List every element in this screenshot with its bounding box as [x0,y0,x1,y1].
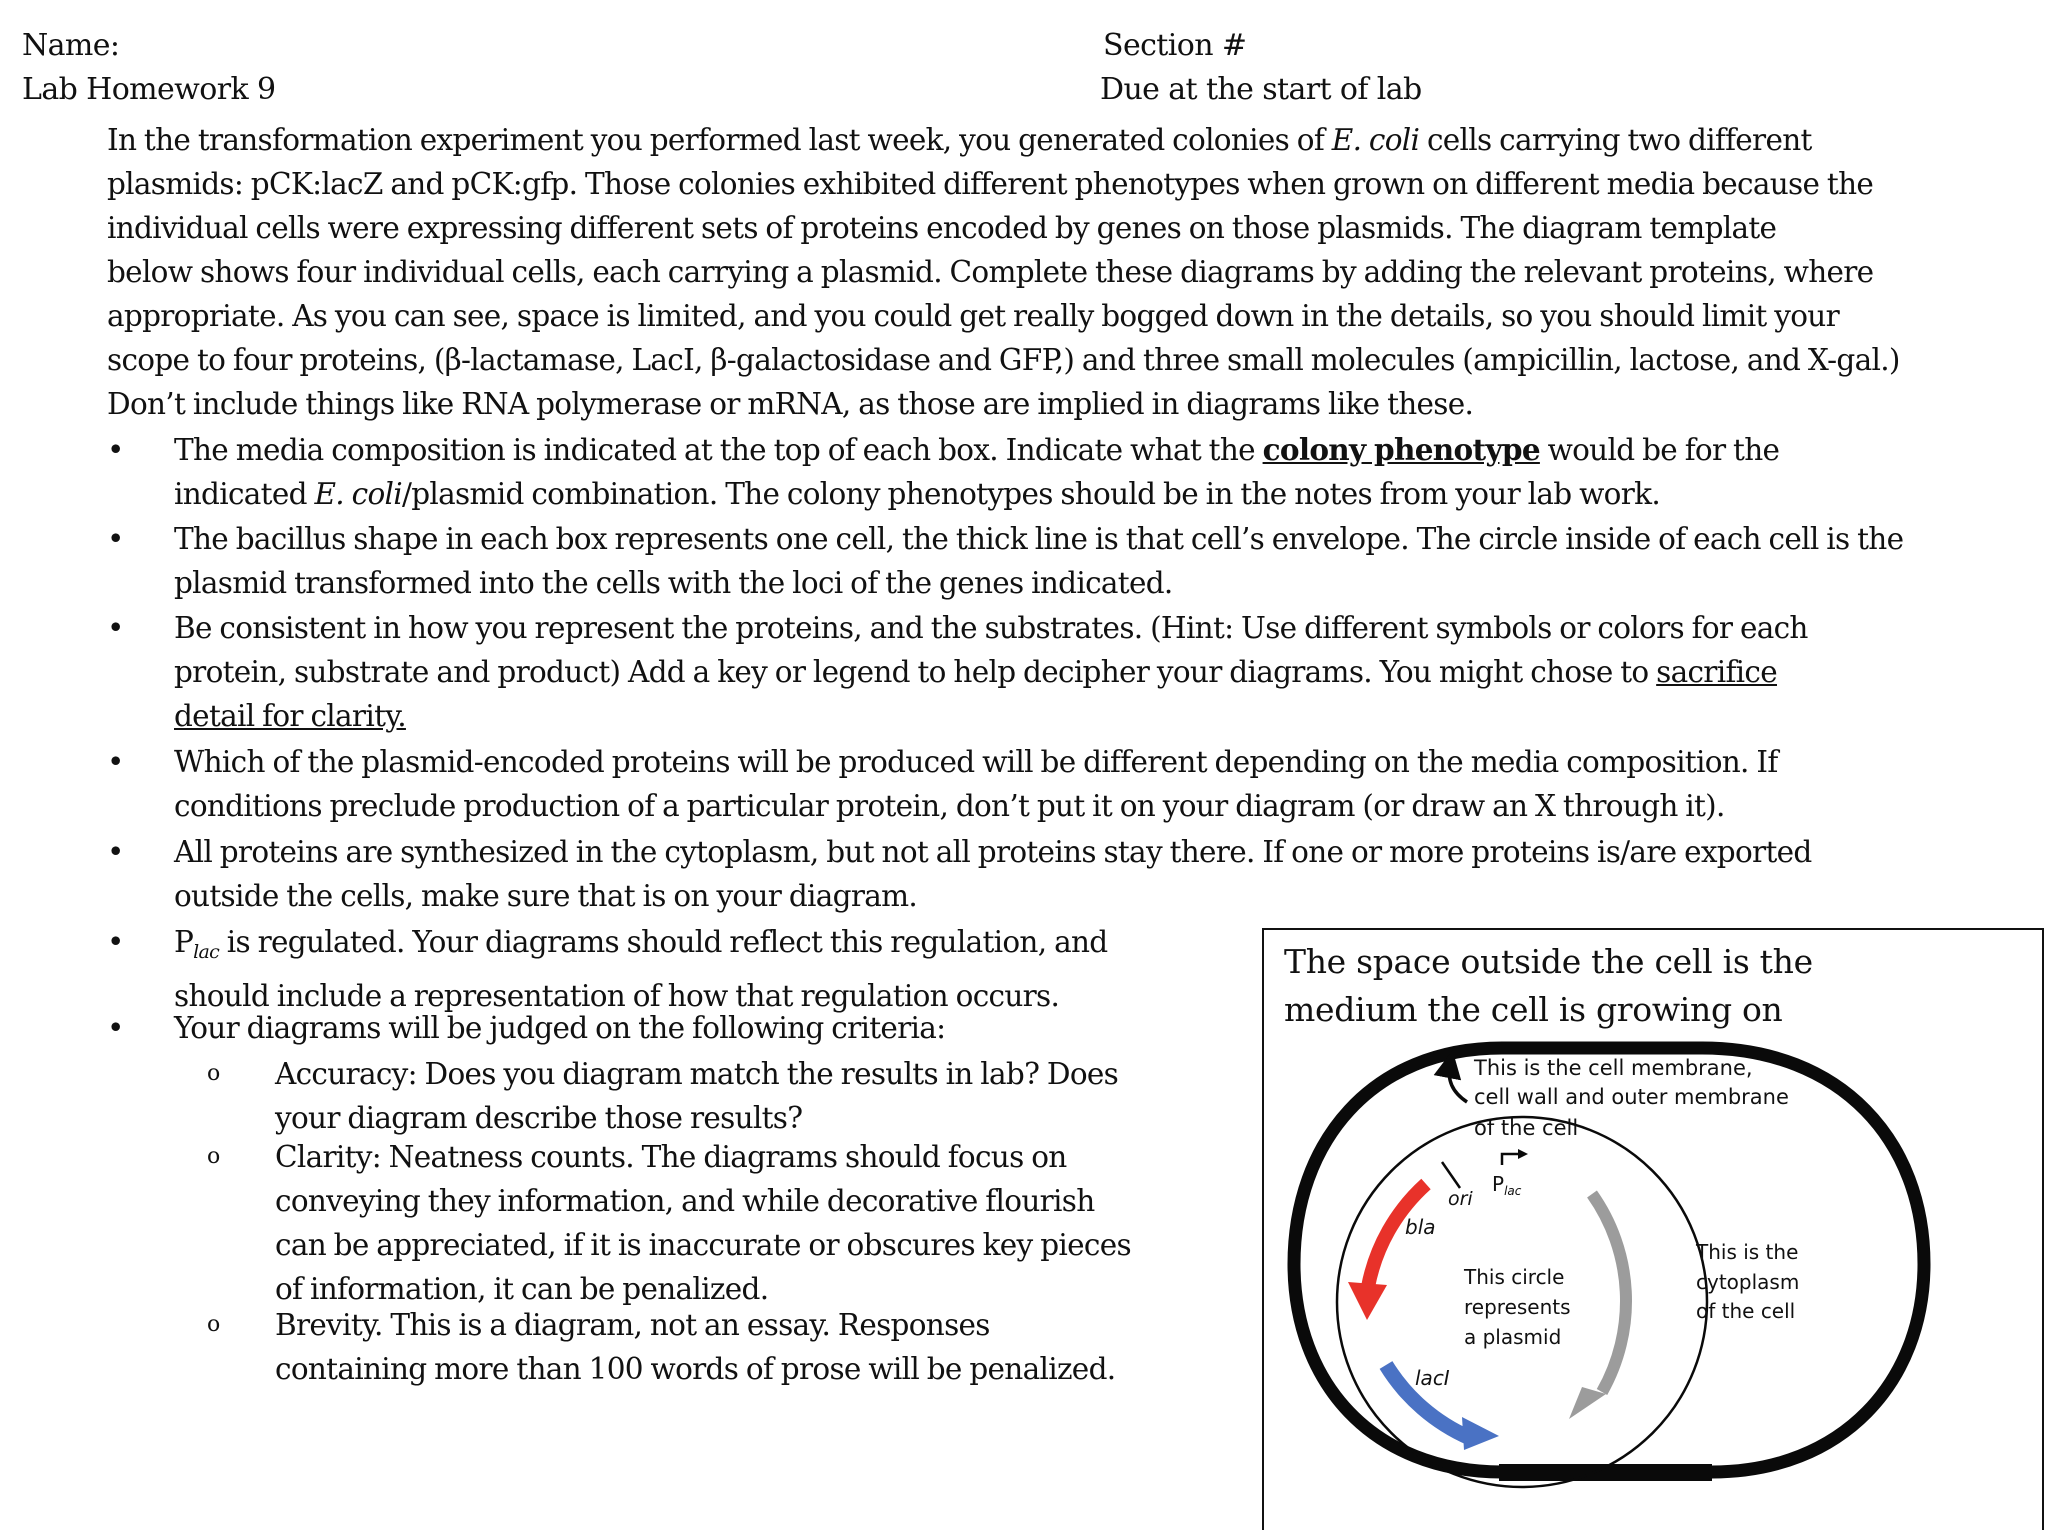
plac-promoter-icon [1502,1149,1528,1165]
gray-gene-arrow [1569,1194,1626,1419]
circle-bullet-icon: o [207,1312,220,1337]
criteria-line: your diagram describe those results? [275,1101,803,1135]
criteria-line: containing more than 100 words of prose will be penalized. [275,1352,1116,1386]
bullet-icon: • [107,611,124,645]
cell-diagram [1264,930,2042,1530]
intro-line: appropriate. As you can see, space is limited, and you could get really bogged down in the details, so you should limit your [107,299,1839,333]
subscript: lac [193,941,220,963]
bullet-line: Your diagrams will be judged on the following criteria: [174,1011,946,1045]
name-label: Name: [22,28,120,63]
criteria-line: Accuracy: Does you diagram match the results in lab? Does [275,1057,1119,1091]
bullet-line: The bacillus shape in each box represents one cell, the thick line is that cell’s envelope. The circle inside of each cell is the [174,522,1904,556]
bullet-line: conditions preclude production of a particular protein, don’t put it on your diagram (or draw an X through it). [174,789,1725,823]
bullet-line: $P_{lac}$ is regulated. Your diagrams should reflect this regulation, and [174,925,1108,963]
underlined-text: sacrifice [1656,655,1777,689]
intro-line: Don’t include things like RNA polymerase or mRNA, as those are implied in diagrams like these. [107,387,1474,421]
intro-paragraph [107,118,2007,426]
criteria-line: Brevity. This is a diagram, not an essay. Responses [275,1308,990,1342]
ori-label: ori [1448,1188,1473,1210]
bullet-icon: • [107,835,124,869]
bullet-line: indicated E. coli/plasmid combination. The colony phenotypes should be in the notes from your lab work. [174,477,1661,511]
intro-line: scope to four proteins, (β-lactamase, LacI, β-galactosidase and GFP,) and three small molecules (ampicillin, lactose, and X-gal.) [107,343,1900,377]
italic-term: E. coli [314,477,402,511]
italic-term: E. coli [1331,123,1420,157]
bullet-line: plasmid transformed into the cells with the loci of the genes indicated. [174,566,1173,600]
bla-gene-arrow [1348,1184,1426,1320]
bullet-icon: • [107,925,124,959]
envelope-pointer-arrow [1449,1064,1467,1102]
bullet-line: Which of the plasmid-encoded proteins will be produced will be different depending on the media composition. If [174,745,1778,779]
underlined-text: detail for clarity. [174,699,406,733]
intro-line: individual cells were expressing different sets of proteins encoded by genes on those plasmids. The diagram template [107,211,1777,245]
bullet-line: should include a representation of how that regulation occurs. [174,979,1060,1013]
criteria-line: of information, it can be penalized. [275,1272,769,1306]
plasmid-label: This circle represents a plasmid [1464,1265,1571,1349]
bullet-icon: • [107,745,124,779]
cell-envelope [1294,1048,1924,1481]
ori-marker [1442,1162,1460,1188]
bla-label: bla [1405,1215,1436,1239]
criteria-text [275,1052,1118,1140]
bullet-line: All proteins are synthesized in the cytoplasm, but not all proteins stay there. If one or more proteins is/are exported [174,835,1812,869]
assignment-title: Lab Homework 9 [22,72,276,107]
intro-line: plasmids: pCK:lacZ and pCK:gfp. Those colonies exhibited different phenotypes when grown on different media because the [107,167,1874,201]
bullet-text [174,920,1107,1018]
envelope-label: This is the cell membrane, cell wall and outer membrane of the cell [1474,1056,1789,1140]
criteria-line: conveying they information, and while decorative flourish [275,1184,1095,1218]
intro-line: In the transformation experiment you performed last week, you generated colonies of E. coli cells carrying two different [107,123,1812,157]
criteria-text [275,1135,1131,1311]
criteria-text [275,1303,1115,1391]
bullet-icon: • [107,522,124,556]
bullet-text [174,830,1812,918]
bullet-icon: • [107,433,124,467]
criteria-line: Clarity: Neatness counts. The diagrams should focus on [275,1140,1067,1174]
bullet-icon: • [107,1011,124,1045]
diagram-title-line: medium the cell is growing on [1284,990,1783,1029]
section-label: Section # [1103,28,1247,63]
cytoplasm-label: This is the cytoplasm of the cell [1696,1240,1800,1323]
circle-bullet-icon: o [207,1144,220,1169]
diagram-template-box [1262,928,2044,1530]
bullet-text [174,740,1778,828]
diagram-title-line: The space outside the cell is the [1284,942,1813,981]
bullet-line: protein, substrate and product) Add a key or legend to help decipher your diagrams. You might chose to sacrifice [174,655,1777,689]
bullet-line [174,694,1808,738]
bullet-line: outside the cells, make sure that is on your diagram. [174,879,918,913]
bullet-text [174,517,1903,605]
bullet-line: The media composition is indicated at the top of each box. Indicate what the colony phenotype would be for the [174,432,1780,467]
criteria-line: can be appreciated, if it is inaccurate or obscures key pieces [275,1228,1131,1262]
intro-line: below shows four individual cells, each carrying a plasmid. Complete these diagrams by adding the relevant proteins, where [107,255,1874,289]
circle-bullet-icon: o [207,1061,220,1086]
bullet-text [174,428,1779,516]
bullet-text [174,606,1808,738]
bullet-text [174,1006,945,1050]
emphasized-term: colony phenotype [1262,432,1540,467]
laci-label: lacI [1415,1366,1450,1390]
bullet-line: Be consistent in how you represent the proteins, and the substrates. (Hint: Use different symbols or colors for each [174,611,1808,645]
due-date-label: Due at the start of lab [1100,72,1422,107]
plac-label: $P_{lac}$ [1492,1172,1522,1198]
